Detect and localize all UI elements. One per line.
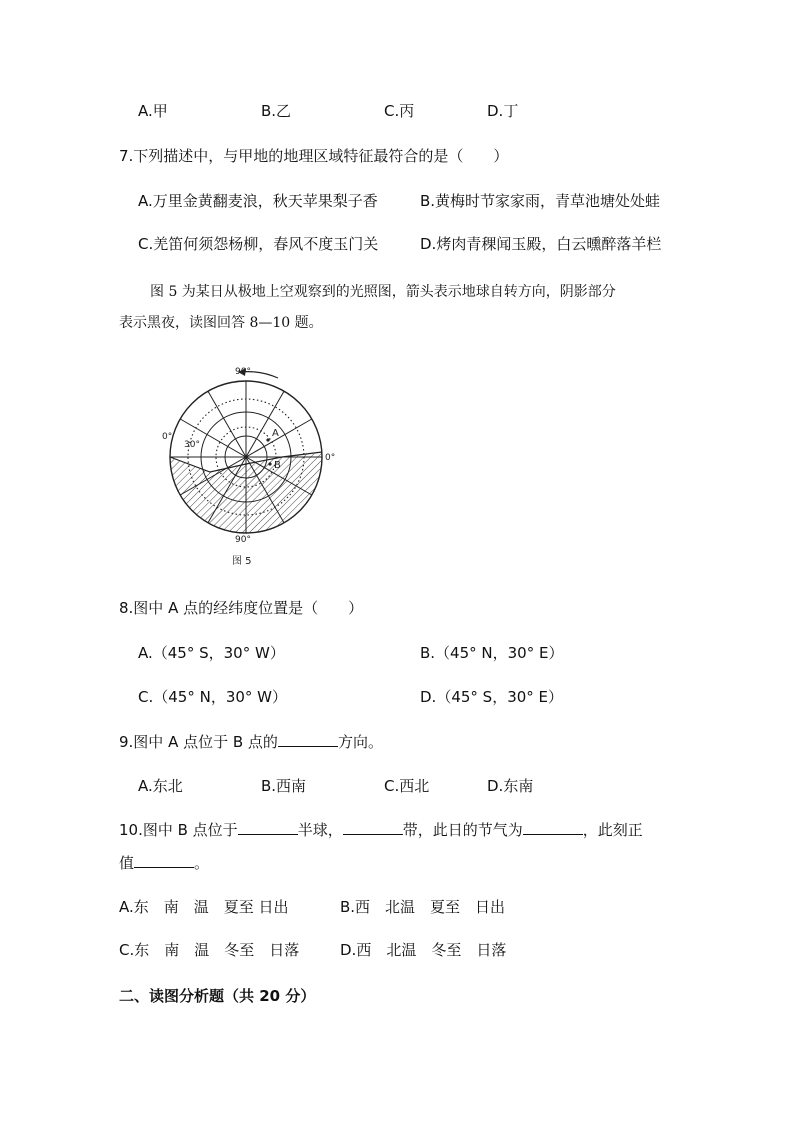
label-90-bottom: 90°	[235, 535, 251, 545]
intro-line-1: 图 5 为某日从极地上空观察到的光照图，箭头表示地球自转方向，阴影部分	[150, 284, 616, 300]
q10-part-3: 带，此日的节气为	[402, 821, 523, 839]
q10-blank-moment[interactable]	[134, 853, 194, 868]
q7-option-d: D.烤肉青稞闻玉殿，白云曛醉落羊栏	[420, 235, 662, 253]
q10-part-4: ，此刻正	[582, 821, 643, 839]
q10-line2-start: 值	[119, 854, 135, 872]
q10-option-c: C.东 南 温 冬至 日落	[119, 941, 300, 959]
q6-option-a: A.甲	[138, 102, 168, 120]
point-a	[266, 438, 269, 441]
q10-option-d: D.西 北温 冬至 日落	[340, 941, 507, 959]
q10-stem-line-1	[119, 820, 643, 840]
q9-blank[interactable]	[278, 732, 338, 747]
polar-illumination-figure	[160, 360, 350, 575]
night-shading	[160, 452, 330, 540]
q10-part-2: 半球，	[297, 821, 343, 839]
q7-stem: 7.下列描述中，与甲地的地理区域特征最符合的是（ ）	[119, 147, 509, 165]
q10-blank-hemisphere[interactable]	[238, 820, 298, 835]
q10-line2-end: 。	[194, 854, 210, 872]
q6-option-c: C.丙	[384, 102, 415, 120]
q8-option-d: D.（45° S，30° E）	[420, 688, 564, 706]
label-30-lat: 30°	[184, 440, 200, 450]
point-b	[268, 462, 271, 465]
q7-option-c: C.羌笛何须怨杨柳，春风不度玉门关	[138, 235, 379, 253]
q7-option-a: A.万里金黄翻麦浪，秋天苹果梨子香	[138, 192, 378, 210]
q6-option-b: B.乙	[261, 102, 292, 120]
q10-blank-solar-term[interactable]	[523, 820, 583, 835]
label-90-top: 90°	[235, 367, 251, 377]
q6-option-d: D.丁	[487, 102, 519, 120]
label-point-b: B	[274, 460, 281, 471]
q7-option-b: B.黄梅时节家家雨，青草池塘处处蛙	[420, 192, 661, 210]
q9-stem-before: 9.图中 A 点位于 B 点的	[119, 733, 278, 751]
q9-option-a: A.东北	[138, 777, 183, 795]
q9-stem	[119, 732, 383, 752]
intro-line-2: 表示黑夜，读图回答 8—10 题。	[119, 315, 323, 331]
label-0-right: 0°	[325, 453, 336, 463]
q9-option-b: B.西南	[261, 777, 307, 795]
q9-option-c: C.西北	[384, 777, 430, 795]
q8-stem: 8.图中 A 点的经纬度位置是（ ）	[119, 599, 364, 617]
q8-option-b: B.（45° N，30° E）	[420, 644, 564, 662]
q9-option-d: D.东南	[487, 777, 534, 795]
label-point-a: A	[272, 428, 279, 439]
q10-stem-line-2	[119, 853, 209, 873]
section-2-title: 二、读图分析题（共 20 分）	[119, 987, 316, 1005]
q8-option-c: C.（45° N，30° W）	[138, 688, 288, 706]
figure-caption: 图 5	[232, 556, 252, 567]
q10-part-1: 10.图中 B 点位于	[119, 821, 238, 839]
q8-option-a: A.（45° S，30° W）	[138, 644, 285, 662]
q10-option-a: A.东 南 温 夏至 日出	[119, 898, 289, 916]
q10-blank-zone[interactable]	[343, 820, 403, 835]
q9-stem-after: 方向。	[337, 733, 383, 751]
label-0-left: 0°	[162, 432, 173, 442]
q10-option-b: B.西 北温 夏至 日出	[340, 898, 506, 916]
